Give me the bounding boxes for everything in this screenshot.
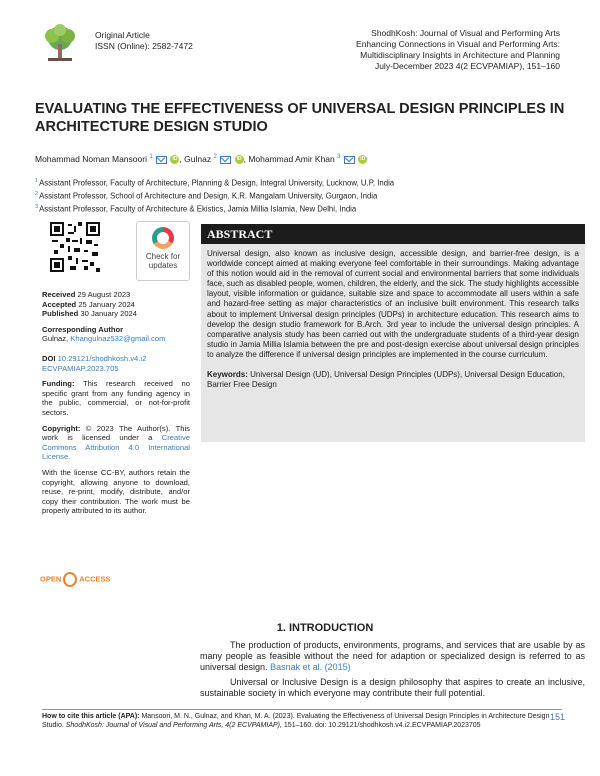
journal-logo: [38, 22, 82, 66]
citation-footer: How to cite this article (APA): Mansoori, M. N., Gulnaz, and Khan, M. A. (2023). Evaluating the Effectiveness of Universal Design Principles in Architecture Design Studio. ShodhKosh: Journal of Visual and Performing Arts, 4(2 ECVPAMIAP), 151–160. doi: 10.29121/shodhkosh.v4.i2.ECVPAMIAP.2023705: [42, 713, 550, 729]
email-link[interactable]: Khangulnaz532@gmail.com: [70, 334, 166, 344]
keywords: Keywords: Universal Design (UD), Universal Design Principles (UDPs), Universal Design Education, Barrier Free Design: [207, 370, 565, 390]
footer-divider: [42, 709, 562, 710]
license-text: With the license CC-BY, authors retain the copyright, allowing anyone to download, reuse, re-print, modify, distribute, and/or copy their contribution. The work must be properly attributed to its author.: [42, 467, 190, 516]
orcid-icon[interactable]: iD: [172, 156, 178, 163]
email-icon[interactable]: [220, 156, 231, 164]
email-icon[interactable]: [344, 156, 355, 164]
doi-link[interactable]: 10.29121/shodhkosh.v4.i2 ECVPAMIAP.2023.705: [42, 353, 147, 373]
issn: ISSN (Online): 2582-7472: [95, 41, 193, 51]
author-list: Mohammad Noman Mansoori $^1$ iD , Gulnaz $^2$ iD , Mohammad Amir Khan $^3$ iD: [35, 153, 366, 164]
author-sup: 2: [213, 154, 217, 160]
abstract-text: Universal design, also known as inclusive design, accessible design, and barrier-free design, is a worldwide concept aimed at making everyone feel comfortable in their surroundings. Making advantage of this notion would aid in the removal of current social and environmental barriers that some individuals face, such as disabled people, women, children, the elderly, and the sick. The study highlights accessible layout, visible information or guidance, suitable size and space to accommodate all users within a safe and hazard-free setting as major characteristics of an inclusive built environment. This research talks about to implement Universal design principles (UDPs) in architecture education. This research aims to develop the design studio framework for B.Arch. 3rd year to include the universal design principles. A comparative analysis study has been carried out with the undergraduate students of a third-year design studio in Jamia Millia Islamia between the pre and post-design exercise about universal design principles to analyze the difference if universal design principles are implemented in the course curriculum.: [207, 249, 579, 359]
email-icon[interactable]: [156, 156, 167, 164]
header-right: [260, 28, 560, 72]
author-name[interactable]: Mohammad Amir Khan: [248, 153, 335, 164]
author-sup: 3: [337, 154, 341, 160]
issue-theme: Enhancing Connections in Visual and Performing Arts:: [356, 39, 560, 49]
page-number: 151: [549, 712, 565, 722]
author-name[interactable]: Gulnaz: [184, 153, 212, 164]
check-for-updates-badge[interactable]: Check for updates: [136, 221, 190, 281]
corresponding-author: Corresponding Author Gulnaz, Khangulnaz532@gmail.com: [42, 324, 166, 344]
paragraph: The production of products, environments, programs, and services that are usable by as many people as feasible without the need for adaption or specialized design is referred to as universal design. Basnak et al. (2015): [200, 640, 585, 672]
issue-info: July-December 2023 4(2 ECVPAMIAP), 151–160: [374, 61, 560, 71]
citation-link[interactable]: Basnak et al. (2015): [270, 662, 351, 672]
sidebar: [42, 290, 190, 522]
funding: Funding: This research received no specific grant from any funding agency in the public, commercial, or not-for-profit sectors.: [42, 379, 190, 417]
introduction-body: [200, 640, 585, 703]
open-access-logo: OPEN ACCESS: [40, 572, 120, 594]
issue-subtheme: Multidisciplinary Insights in Architecture and Planning: [360, 50, 560, 60]
qr-code[interactable]: [50, 222, 100, 272]
affiliation: $^3$Assistant Professor, Faculty of Architecture & Ekistics, Jamia Millia Islamia, New Delhi, India: [35, 204, 357, 214]
journal-name: ShodhKosh: Journal of Visual and Performing Arts: [371, 28, 560, 38]
orcid-icon[interactable]: iD: [360, 156, 366, 163]
section-heading: 1. INTRODUCTION: [276, 622, 374, 634]
dates: Received 29 August 2023 Accepted 25 January 2024 Published 30 January 2024: [42, 290, 137, 319]
affiliation: $^1$Assistant Professor, Faculty of Architecture, Planning & Design, Integral University, Lucknow, U.P, India: [35, 178, 395, 188]
doi: DOI 10.29121/shodhkosh.v4.i2 ECVPAMIAP.2023.705: [42, 353, 147, 373]
article-type: Original Article: [95, 30, 150, 40]
abstract-heading: ABSTRACT: [201, 224, 585, 244]
author-name[interactable]: Mohammad Noman Mansoori: [35, 153, 147, 164]
orcid-icon[interactable]: iD: [236, 156, 242, 163]
paragraph: Universal or Inclusive Design is a design philosophy that aspires to create an inclusive, sustainable society in which everyone may contribute their full potential.: [200, 677, 585, 698]
paper-title: EVALUATING THE EFFECTIVENESS OF UNIVERSAL DESIGN PRINCIPLES IN ARCHITECTURE DESIGN STUDIO: [35, 101, 565, 135]
copyright: Copyright: © 2023 The Author(s). This work is licensed under a Creative Commons Attribution 4.0 International License.: [42, 423, 190, 462]
check-updates-icon: [152, 227, 174, 249]
author-sup: 1: [149, 154, 153, 160]
license-link[interactable]: Creative Commons Attribution 4.0 International License.: [42, 433, 190, 462]
affiliations: [35, 176, 394, 215]
affiliation: $^2$Assistant Professor, School of Architecture and Design, K.R. Mangalam University, Gurgaon, India: [35, 191, 378, 201]
abstract-box: [201, 244, 585, 442]
header-left: [95, 30, 193, 52]
open-lock-icon: [63, 572, 77, 587]
